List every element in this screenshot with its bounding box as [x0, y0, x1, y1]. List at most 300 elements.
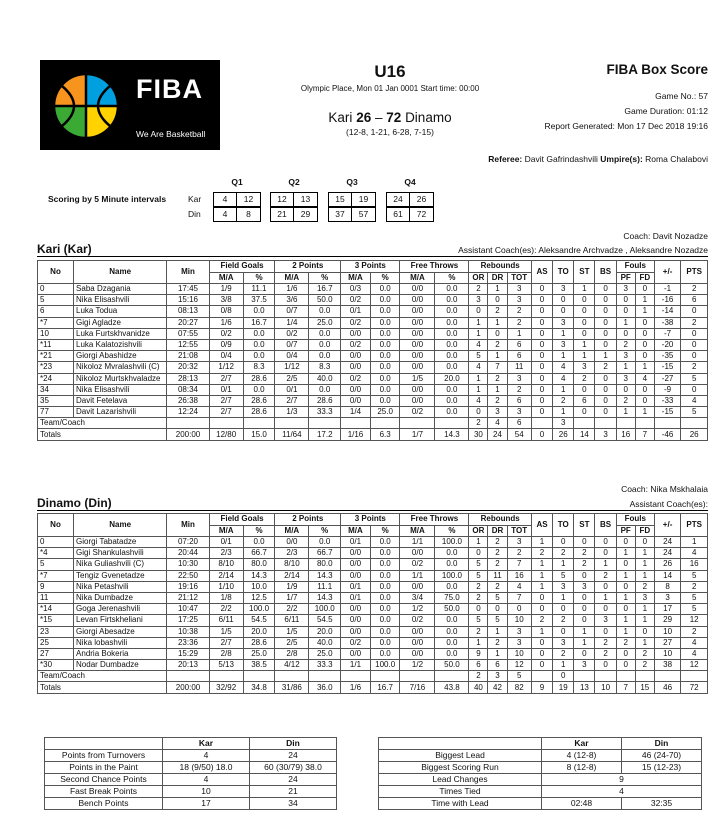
- stat-cell: 1/1: [400, 537, 435, 548]
- stat-cell: 0/0: [400, 351, 435, 362]
- player-name: Saba Dzagania: [74, 284, 167, 295]
- stat-cell: 0: [595, 284, 616, 295]
- player-row: [38, 548, 708, 559]
- stat-cell: 5/13: [209, 660, 243, 671]
- stat-cell: 0: [574, 384, 595, 395]
- stat-cell: 0: [574, 407, 595, 418]
- stat-cell: 2/2: [275, 604, 309, 615]
- stat-cell: 0: [553, 295, 574, 306]
- stat-cell: 80.0: [309, 559, 341, 570]
- stat-cell: 20:13: [167, 660, 209, 671]
- stat-cell: 33.3: [309, 407, 341, 418]
- stat-cell: 0/2: [275, 328, 309, 339]
- stat-cell: 0: [574, 592, 595, 603]
- empty-cell: [654, 418, 681, 429]
- stat-cell: 200:00: [167, 429, 209, 440]
- stat-cell: -33: [654, 395, 681, 406]
- stat-cell: 0: [595, 328, 616, 339]
- stat-cell: 13: [574, 682, 595, 693]
- team1-box-score-table: [37, 260, 708, 441]
- away-team-score: 72: [386, 110, 402, 125]
- stat-cell: 0: [595, 384, 616, 395]
- stat-cell: 0.0: [435, 407, 469, 418]
- stat-cell: 0: [595, 407, 616, 418]
- stat-cell: 0: [574, 295, 595, 306]
- sub-column-header: TOT: [507, 525, 531, 537]
- totals-label: Totals: [38, 429, 167, 440]
- interval-score-box: [386, 192, 434, 207]
- player-name: Giorgi Abesadze: [74, 626, 167, 637]
- interval-score: 26: [416, 194, 427, 204]
- stat-cell: 0: [531, 648, 552, 659]
- stat-cell: 0/0: [400, 395, 435, 406]
- stat-cell: 17:25: [167, 615, 209, 626]
- stat-cell: 0/0: [400, 295, 435, 306]
- stat-cell: 1: [681, 537, 708, 548]
- stat-cell: 0.0: [243, 537, 275, 548]
- stat-cell: 15: [635, 682, 654, 693]
- totals-label: Totals: [38, 682, 167, 693]
- empty-cell: [209, 671, 243, 682]
- stat-cell: 19: [553, 682, 574, 693]
- interval-score-box: [328, 192, 376, 207]
- stat-cell: 1: [635, 306, 654, 317]
- stat-cell: 7: [507, 559, 531, 570]
- stat-cell: 14.3: [243, 570, 275, 581]
- player-name: Luka Todua: [74, 306, 167, 317]
- game-venue-info: Olympic Place, Mon 01 Jan 0001 Start time: 00:00: [300, 84, 480, 93]
- summary-value: 4 (12-8): [542, 750, 622, 762]
- stat-cell: 1/8: [209, 592, 243, 603]
- player-row: [38, 407, 708, 418]
- stat-cell: 1: [635, 407, 654, 418]
- sub-column-header: M/A: [209, 272, 243, 284]
- summary-value: 17: [163, 798, 250, 810]
- empty-cell: [616, 671, 635, 682]
- stat-cell: 0: [574, 615, 595, 626]
- player-row: [38, 592, 708, 603]
- stat-cell: 40: [469, 682, 488, 693]
- stat-cell: 0: [488, 604, 507, 615]
- stat-cell: 3: [553, 284, 574, 295]
- stat-cell: 7: [635, 429, 654, 440]
- stat-cell: 2: [507, 384, 531, 395]
- stat-cell: 10:38: [167, 626, 209, 637]
- stat-cell: 1: [553, 559, 574, 570]
- interval-score: 61: [387, 208, 410, 221]
- stat-cell: 1/5: [209, 626, 243, 637]
- stat-cell: 2/2: [209, 604, 243, 615]
- stat-cell: 0.0: [435, 395, 469, 406]
- stat-cell: 11.1: [309, 581, 341, 592]
- empty-cell: [574, 671, 595, 682]
- stat-cell: 24: [654, 548, 681, 559]
- stat-cell: 2/7: [209, 373, 243, 384]
- stat-cell: 1: [635, 559, 654, 570]
- stat-cell: 0: [595, 395, 616, 406]
- stat-cell: 0.0: [370, 570, 400, 581]
- stat-cell: 0: [635, 351, 654, 362]
- stat-cell: 0: [531, 395, 552, 406]
- stat-cell: 2: [681, 317, 708, 328]
- empty-cell: [167, 418, 209, 429]
- player-row: [38, 373, 708, 384]
- stat-cell: 0.0: [370, 384, 400, 395]
- stat-cell: 5: [681, 570, 708, 581]
- stat-cell: 0/4: [275, 351, 309, 362]
- sub-column-header: DR: [488, 525, 507, 537]
- stat-cell: 40.0: [309, 373, 341, 384]
- stat-cell: 4: [469, 362, 488, 373]
- stat-cell: 0: [681, 339, 708, 350]
- stat-cell: 1: [635, 570, 654, 581]
- stat-cell: 3: [616, 284, 635, 295]
- stat-cell: 0.0: [370, 592, 400, 603]
- sub-column-header: %: [435, 525, 469, 537]
- stat-cell: 100.0: [243, 604, 275, 615]
- stat-cell: 1: [574, 339, 595, 350]
- col-2-points: 2 Points: [275, 261, 341, 273]
- stat-cell: 0: [595, 537, 616, 548]
- stat-cell: 2: [553, 648, 574, 659]
- stat-cell: 4: [635, 373, 654, 384]
- col-plus-minus: +/-: [654, 514, 681, 537]
- stat-cell: 66.7: [243, 548, 275, 559]
- summary-value: 4: [163, 774, 250, 786]
- player-number: 27: [38, 648, 74, 659]
- player-name: Nodar Dumbadze: [74, 660, 167, 671]
- stat-cell: 4: [507, 581, 531, 592]
- stat-cell: 42: [488, 682, 507, 693]
- player-row: [38, 648, 708, 659]
- stat-cell: 2: [681, 362, 708, 373]
- player-name: Nika Dumbadze: [74, 592, 167, 603]
- stat-cell: 0: [616, 537, 635, 548]
- stat-cell: 0: [469, 604, 488, 615]
- stat-cell: 26: [654, 559, 681, 570]
- stat-cell: 0: [616, 295, 635, 306]
- interval-score: 24: [387, 193, 410, 206]
- stat-cell: 0/0: [275, 537, 309, 548]
- interval-score: 12: [243, 194, 254, 204]
- stat-cell: 7: [488, 362, 507, 373]
- stat-cell: 08:34: [167, 384, 209, 395]
- stat-cell: 1: [635, 615, 654, 626]
- interval-team-label: Din: [188, 209, 201, 219]
- stat-cell: 1/10: [209, 581, 243, 592]
- stat-cell: 2: [469, 592, 488, 603]
- sub-column-header: %: [243, 272, 275, 284]
- stat-cell: 0/2: [400, 615, 435, 626]
- stat-cell: 07:20: [167, 537, 209, 548]
- col-field-goals: Field Goals: [209, 514, 275, 526]
- stat-cell: 11.1: [243, 284, 275, 295]
- stat-cell: 72: [681, 682, 708, 693]
- stat-cell: 28:13: [167, 373, 209, 384]
- sub-column-header: M/A: [400, 272, 435, 284]
- stat-cell: 0.0: [435, 581, 469, 592]
- stat-cell: 1: [635, 604, 654, 615]
- points-summary-table: [44, 737, 337, 810]
- stat-cell: 0: [616, 328, 635, 339]
- stat-cell: 0: [635, 339, 654, 350]
- stat-cell: 21:08: [167, 351, 209, 362]
- player-number: *14: [38, 604, 74, 615]
- stat-cell: 0.0: [435, 626, 469, 637]
- stat-cell: 1: [488, 317, 507, 328]
- empty-cell: [341, 418, 371, 429]
- stat-cell: 0: [531, 592, 552, 603]
- empty-cell: [616, 418, 635, 429]
- stat-cell: 0/1: [209, 384, 243, 395]
- stat-cell: 2: [635, 660, 654, 671]
- stat-cell: 5: [469, 570, 488, 581]
- stat-cell: -27: [654, 373, 681, 384]
- summary-value: 46 (24-70): [622, 750, 702, 762]
- umpires-names: Roma Chalabovi: [645, 154, 708, 164]
- stat-cell: 0.0: [309, 351, 341, 362]
- col-steals: ST: [574, 261, 595, 284]
- player-name: Luka Kalatozishvili: [74, 339, 167, 350]
- stat-cell: 2: [488, 559, 507, 570]
- stat-cell: 0.0: [435, 548, 469, 559]
- referee-label: Referee:: [488, 154, 523, 164]
- stat-cell: 5: [681, 604, 708, 615]
- empty-cell: [167, 671, 209, 682]
- umpires-label: Umpire(s):: [600, 154, 643, 164]
- stat-cell: 0/1: [341, 306, 371, 317]
- stat-cell: 5: [469, 615, 488, 626]
- team-coach-label: Team/Coach: [38, 418, 167, 429]
- interval-score: 57: [358, 209, 369, 219]
- stat-cell: 0: [635, 537, 654, 548]
- empty-cell: [681, 671, 708, 682]
- stat-cell: 54.5: [243, 615, 275, 626]
- player-name: Giorgi Tabatadze: [74, 537, 167, 548]
- stat-cell: 3: [553, 317, 574, 328]
- stat-cell: 0/2: [341, 317, 371, 328]
- stat-cell: 4: [469, 395, 488, 406]
- player-row: [38, 395, 708, 406]
- col-field-goals: Field Goals: [209, 261, 275, 273]
- summary-header: Din: [250, 738, 337, 750]
- stat-cell: 0.0: [435, 362, 469, 373]
- stat-cell: 1/4: [341, 407, 371, 418]
- interval-score: 19: [358, 194, 369, 204]
- stat-cell: -35: [654, 351, 681, 362]
- sub-column-header: OR: [469, 525, 488, 537]
- stat-cell: 3: [507, 537, 531, 548]
- stat-cell: 1: [469, 637, 488, 648]
- stat-cell: 2: [469, 626, 488, 637]
- stat-cell: 6: [681, 295, 708, 306]
- summary-label: Biggest Lead: [379, 750, 542, 762]
- stat-cell: 0: [531, 339, 552, 350]
- stat-cell: 2: [681, 284, 708, 295]
- stat-cell: 2: [488, 581, 507, 592]
- stat-cell: 28.6: [243, 395, 275, 406]
- stat-cell: 100.0: [435, 537, 469, 548]
- stat-cell: 2/8: [275, 648, 309, 659]
- interval-score: 29: [300, 209, 311, 219]
- empty-cell: [654, 671, 681, 682]
- stat-cell: 30: [469, 429, 488, 440]
- stat-cell: 0: [595, 660, 616, 671]
- stat-cell: 2: [553, 395, 574, 406]
- sub-column-header: OR: [469, 272, 488, 284]
- empty-cell: [400, 418, 435, 429]
- stat-cell: 3: [507, 284, 531, 295]
- stat-cell: 0/0: [400, 284, 435, 295]
- stat-cell: 0/0: [341, 648, 371, 659]
- stat-cell: 0/4: [209, 351, 243, 362]
- player-row: [38, 351, 708, 362]
- stat-cell: 1/5: [275, 626, 309, 637]
- stat-cell: 82: [507, 682, 531, 693]
- stat-cell: 0: [531, 351, 552, 362]
- summary-value: 32:35: [622, 798, 702, 810]
- summary-value: 4: [163, 750, 250, 762]
- stat-cell: 0/0: [400, 339, 435, 350]
- stat-cell: 2: [595, 570, 616, 581]
- team1-assistant-coaches: Assistant Coach(es): Aleksandre Archvadze , Aleksandre Nozadze: [458, 245, 708, 255]
- fiba-logo: [40, 60, 220, 150]
- stat-cell: 0/7: [275, 339, 309, 350]
- final-score: [300, 110, 480, 125]
- stat-cell: 0: [531, 373, 552, 384]
- stat-cell: 0/0: [400, 306, 435, 317]
- player-name: Nikoloz Murtskhvaladze: [74, 373, 167, 384]
- stat-cell: 4: [681, 548, 708, 559]
- player-number: *11: [38, 339, 74, 350]
- summary-value: 18 (9/50) 18.0: [163, 762, 250, 774]
- stat-cell: 22:50: [167, 570, 209, 581]
- stat-cell: 36.0: [309, 682, 341, 693]
- stat-cell: 4: [553, 362, 574, 373]
- col-3-points: 3 Points: [341, 514, 400, 526]
- stat-cell: 7: [616, 682, 635, 693]
- stat-cell: 0: [574, 604, 595, 615]
- stat-cell: -7: [654, 328, 681, 339]
- col-minutes: Min: [167, 514, 209, 537]
- player-name: Nika lobashvili: [74, 637, 167, 648]
- empty-cell: [635, 418, 654, 429]
- player-row: [38, 384, 708, 395]
- player-number: 23: [38, 626, 74, 637]
- stat-cell: 0/0: [400, 637, 435, 648]
- stat-cell: 0: [616, 559, 635, 570]
- stat-cell: 1: [531, 581, 552, 592]
- stat-cell: 8.3: [309, 362, 341, 373]
- stat-cell: 46: [654, 682, 681, 693]
- stat-cell: 6: [469, 660, 488, 671]
- col-turnovers: TO: [553, 514, 574, 537]
- interval-score-box: [386, 207, 434, 222]
- stat-cell: 6: [574, 395, 595, 406]
- stat-cell: 2: [574, 373, 595, 384]
- stat-cell: 0: [595, 581, 616, 592]
- team2-coach: Coach: Nika Mskhalaia: [621, 484, 708, 494]
- stat-cell: 0/2: [341, 339, 371, 350]
- stat-cell: 38: [654, 660, 681, 671]
- stat-cell: 2/7: [209, 395, 243, 406]
- col-rebounds: Rebounds: [469, 514, 532, 526]
- stat-cell: 28.6: [243, 407, 275, 418]
- stat-cell: 1: [616, 362, 635, 373]
- stat-cell: 12: [507, 660, 531, 671]
- summary-label: Bench Points: [45, 798, 163, 810]
- empty-cell: [595, 418, 616, 429]
- player-row: [38, 626, 708, 637]
- stat-cell: 2: [488, 306, 507, 317]
- empty-cell: [595, 671, 616, 682]
- stat-cell: 1: [553, 407, 574, 418]
- stat-cell: -15: [654, 407, 681, 418]
- empty-cell: [370, 418, 400, 429]
- stat-cell: 25.0: [243, 648, 275, 659]
- stat-cell: 0.0: [370, 295, 400, 306]
- stat-cell: 21:12: [167, 592, 209, 603]
- stat-cell: 1/7: [275, 592, 309, 603]
- stat-cell: 1: [595, 592, 616, 603]
- stat-cell: 1: [574, 284, 595, 295]
- stat-cell: 5: [553, 570, 574, 581]
- stat-cell: 2: [616, 395, 635, 406]
- competition-title: U16: [374, 62, 406, 81]
- stat-cell: 0: [635, 395, 654, 406]
- col-blocks: BS: [595, 261, 616, 284]
- stat-cell: 3: [507, 637, 531, 648]
- empty-cell: [681, 418, 708, 429]
- stat-cell: 100.0: [435, 570, 469, 581]
- sub-column-header: PF: [616, 525, 635, 537]
- player-number: 5: [38, 559, 74, 570]
- stat-cell: -9: [654, 384, 681, 395]
- player-row: [38, 615, 708, 626]
- stat-cell: 26: [681, 429, 708, 440]
- stat-cell: 2/3: [275, 548, 309, 559]
- stat-cell: 2: [616, 637, 635, 648]
- stat-cell: 0: [595, 306, 616, 317]
- stat-cell: 0.0: [309, 339, 341, 350]
- stat-cell: 4: [681, 395, 708, 406]
- stat-cell: -46: [654, 429, 681, 440]
- empty-cell: [309, 418, 341, 429]
- stat-cell: 3: [595, 615, 616, 626]
- stat-cell: 0.0: [435, 637, 469, 648]
- sub-column-header: %: [309, 272, 341, 284]
- stat-cell: 0: [595, 295, 616, 306]
- stat-cell: 32/92: [209, 682, 243, 693]
- summary-row: [379, 786, 702, 798]
- stat-cell: 3/8: [209, 295, 243, 306]
- stat-cell: 0.0: [309, 328, 341, 339]
- stat-cell: 0.0: [435, 648, 469, 659]
- player-row: [38, 581, 708, 592]
- stat-cell: 1/6: [209, 317, 243, 328]
- stat-cell: 10: [654, 626, 681, 637]
- stat-cell: 2: [595, 362, 616, 373]
- team2-box-score-table: [37, 513, 708, 694]
- stat-cell: 0/7: [275, 306, 309, 317]
- summary-value: 21: [250, 786, 337, 798]
- summary-row: [379, 762, 702, 774]
- quarter-header: Q4: [404, 177, 416, 187]
- stat-cell: 1/12: [275, 362, 309, 373]
- stat-cell: 7: [507, 592, 531, 603]
- player-number: 10: [38, 328, 74, 339]
- stat-cell: 0.0: [435, 328, 469, 339]
